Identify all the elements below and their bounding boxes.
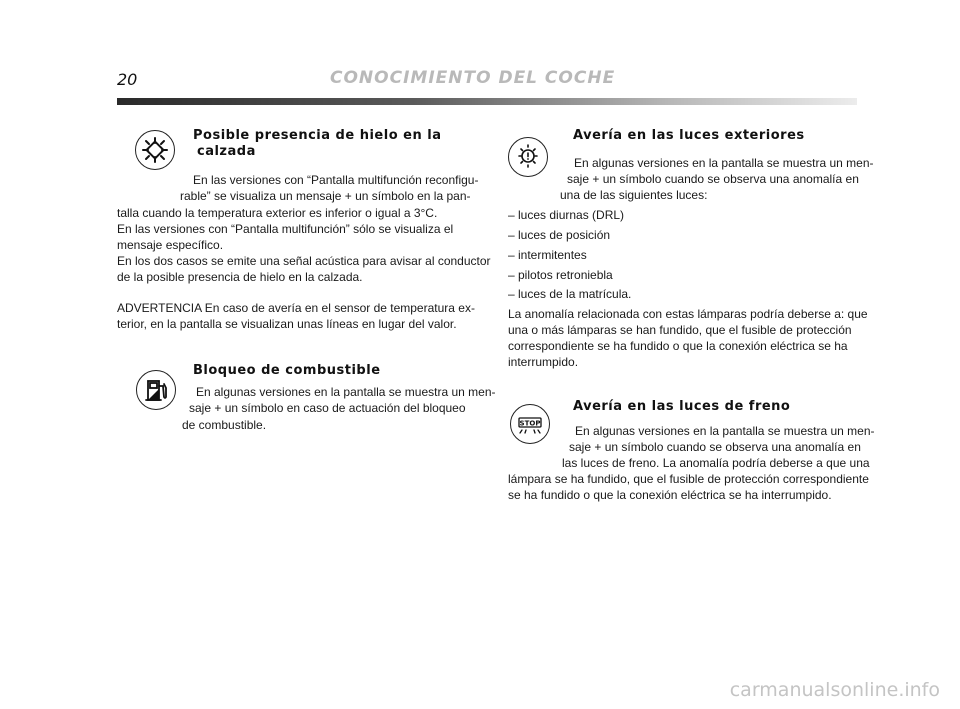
hielo-line: En las versiones con “Pantalla multifunción reconfigu- (193, 173, 479, 187)
freno-line: las luces de freno. La anomalía podría deberse a que una (562, 456, 870, 470)
warning-line: terior, en la pantalla se visualizan unas líneas en lugar del valor. (117, 317, 457, 331)
exteriores-title: Avería en las luces exteriores (573, 128, 805, 143)
page-number: 20 (117, 70, 138, 89)
hielo-line: En las versiones con “Pantalla multifunción” sólo se visualiza el (117, 222, 454, 236)
brake-light-stop-icon (510, 404, 550, 444)
freno-title: Avería en las luces de freno (573, 399, 791, 414)
exteriores-list-item: – pilotos retroniebla (508, 268, 613, 282)
hielo-line: talla cuando la temperatura exterior es inferior o igual a 3°C. (117, 206, 438, 220)
warning-line: ADVERTENCIA En caso de avería en el sensor de temperatura ex- (117, 301, 475, 315)
combustible-title: Bloqueo de combustible (193, 363, 381, 378)
exteriores-line: saje + un símbolo cuando se observa una anomalía en (567, 172, 859, 186)
combustible-line: saje + un símbolo en caso de actuación del bloqueo (189, 401, 466, 415)
hielo-line: En los dos casos se emite una señal acústica para avisar al conductor (117, 254, 491, 268)
fuel-pump-icon (136, 370, 176, 410)
freno-line: saje + un símbolo cuando se observa una anomalía en (569, 440, 861, 454)
combustible-line: de combustible. (182, 418, 267, 432)
exteriores-list-item: – luces de la matrícula. (508, 287, 632, 301)
freno-line: En algunas versiones en la pantalla se muestra un men- (575, 424, 875, 438)
exteriores-after-line: una o más lámparas se han fundido, que el fusible de protección (508, 323, 852, 337)
hielo-line: rable” se visualiza un mensaje + un símbolo en la pan- (180, 189, 471, 203)
hielo-line: mensaje específico. (117, 238, 224, 252)
section-title: CONOCIMIENTO DEL COCHE (330, 68, 616, 88)
combustible-line: En algunas versiones en la pantalla se muestra un men- (196, 385, 496, 399)
exteriores-after-line: La anomalía relacionada con estas lámparas podría deberse a: que (508, 307, 868, 321)
exteriores-after-line: interrumpido. (508, 355, 579, 369)
exteriores-list-item: – intermitentes (508, 248, 587, 262)
header-rule (117, 98, 857, 105)
freno-line: lámpara se ha fundido, que el fusible de protección correspondiente (508, 472, 869, 486)
exteriores-line: una de las siguientes luces: (560, 188, 708, 202)
freno-line: se ha fundido o que la conexión eléctrica se ha interrumpido. (508, 488, 832, 502)
hielo-title-line1: Posible presencia de hielo en la (193, 128, 442, 143)
hielo-line: de la posible presencia de hielo en la calzada. (117, 270, 363, 284)
exteriores-list-item: – luces de posición (508, 228, 611, 242)
watermark: carmanualsonline.info (729, 679, 940, 701)
stop-icon-text: STOP (519, 419, 541, 428)
hielo-title-line2: calzada (197, 144, 256, 159)
snowflake-icon (135, 130, 175, 170)
exteriores-line: En algunas versiones en la pantalla se muestra un men- (574, 156, 874, 170)
exterior-light-fault-icon (508, 137, 548, 177)
exteriores-list-item: – luces diurnas (DRL) (508, 208, 625, 222)
exteriores-after-line: correspondiente se ha fundido o que la conexión eléctrica se ha (508, 339, 848, 353)
